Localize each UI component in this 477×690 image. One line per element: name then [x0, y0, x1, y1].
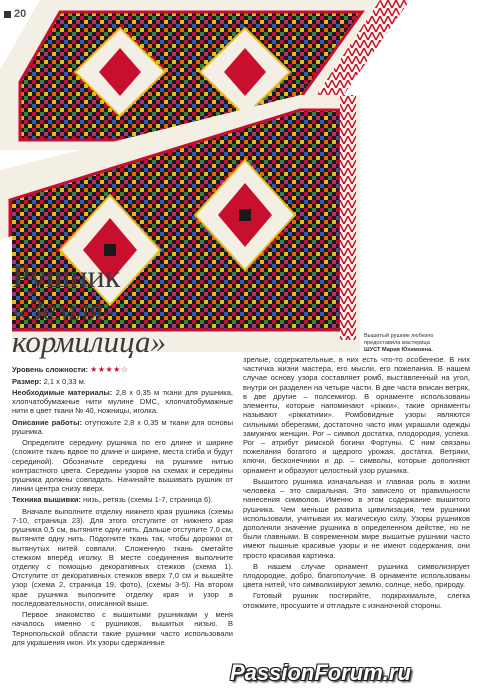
paragraph: Вышитого рушника изначальная и главная роль в жизни человека – это сакральная. Это зависело от правильности нанесения символов. Именно в этом содержание вышитого рушника. Чем меньше развита цивилизация, тем рушники использовали, учитывая их магическую силу. Узоры рушников дополняли значение рушника в определенном действе, но не были главными. В современном мире вышитые рушники часто имеют пышные красивые узоры и не имеют содержания, они просто красивая картинка.	[243, 476, 470, 560]
caption-line-2: предоставила мастерица	[364, 339, 430, 346]
caption-author: ШУСТ Мария Юхимовна.	[364, 346, 433, 353]
materials-value: 2,8 х 0,35 м ткани для рушника, хлопчатобумажные нити мулине DMC, хлопчатобумажные нити в цвет ткани № 40, ножницы, иголка.	[12, 388, 234, 416]
difficulty-line	[12, 365, 233, 375]
page-number: 20	[4, 8, 26, 20]
size-line	[12, 377, 233, 386]
paragraph: Определите середину рушника по его длине и ширине (сложите ткань вдвое по длине и ширине, места сгиба и будут серединой). Обозначьте середины на рушнике нитью контрастного цвета. Середины узоров на схемах и середины рушника должны совпадать. Начинайте вышивать рушник от линии центра снизу вверх.	[12, 438, 233, 494]
paragraph: Готовый рушник постирайте, подкрахмальте, слегка отожмите, просушите и отгладьте с изнаночной стороны.	[243, 591, 470, 610]
paragraph: В нашем случае орнамент рушника символизирует плодородие, добро, благополучие. В орнаменте использованы цвета нитей, что символизируют землю, солнце, небо, природу.	[243, 561, 470, 590]
work-line	[12, 418, 233, 436]
watermark: PassionForum.ru	[230, 660, 411, 685]
technique-value: низь, ретязь (схемы 1-7, страница 6).	[83, 495, 213, 505]
right-text-column	[243, 355, 470, 612]
paragraph: зрелые, содержательные, в них есть что-то особенное. В них частичка жизни мастера, его мысли, его пожелания. В нашем случае основу узора составляет ромб, выставленный на угол, внутри он разделен на четыре части. В две части вписан ветряк, в две другие – полсемигор. В орнаменте использованы элементы, которые напоминают «ріжки», такие орнаменты называют «ріжкатими». Ромбовидные узоры являются сильными оберегами, достаточно часто ими украшали одежды замужних женщин. Рог – символ достатка, плодородия, успеха. Рог – атрибут римской богини Фортуны. С ним связаны пожелания богатого и щедрого урожая, достатка. Ветряки, ключи, бесконечники и др. – символы, которые дополняют орнамент и образуют целостный узор рушника.	[243, 355, 470, 475]
left-text-column	[12, 365, 233, 649]
size-label: Размер:	[12, 376, 42, 386]
materials-label: Необходимые материалы:	[12, 388, 113, 398]
photo-caption	[364, 333, 474, 354]
technique-label: Техника вышивки:	[12, 495, 81, 505]
difficulty-label: Уровень сложности:	[12, 365, 89, 374]
article-title	[12, 260, 202, 359]
title-line-1: Рушник	[12, 258, 121, 294]
caption-line-1: Вышитый рушник любезно	[364, 333, 434, 339]
materials-line	[12, 388, 233, 416]
paragraph: Первое знакомство с вышитыми рушниками у меня началось именно с рушников, вышитых низью. В Тернопольской области такие рушники часто использовали для украшения икон. Их узоры сдержанные	[12, 610, 233, 647]
technique-line	[12, 495, 233, 504]
work-value: отутюжьте 2,8 х 0,35 м ткани для основы рушника.	[12, 417, 234, 436]
difficulty-stars: ★★★★☆	[90, 365, 129, 374]
paragraph: Вначале выполните отделку нижнего края рушника (схемы 7-10, страница 23). Для этого отступите от нижнего края рушника 0,5 см, вытяните одну нить. Дальше отступите 7,0 см, вытяните одну нить. Подогните ткань так, чтобы дорожки от вытянутых нитей совпали. Сложенную ткань сметайте стежком вперёд иголку. В месте соединения выполните отделку с помощью декоративных стежков (схема 1). Отступите от декоративных стежков вверх 7,0 см и вышейте узор (схема 2, страница 19, фото), (схемы 3-5). На втором крае рушника выполните отделку края и узор в последовательности, описанной выше.	[12, 506, 233, 608]
work-label: Описание работы:	[12, 417, 82, 427]
title-line-3: кормилица»	[12, 324, 166, 360]
title-line-2: «Земля-	[12, 291, 114, 327]
size-value: 2,1 х 0,33 м.	[43, 376, 86, 386]
